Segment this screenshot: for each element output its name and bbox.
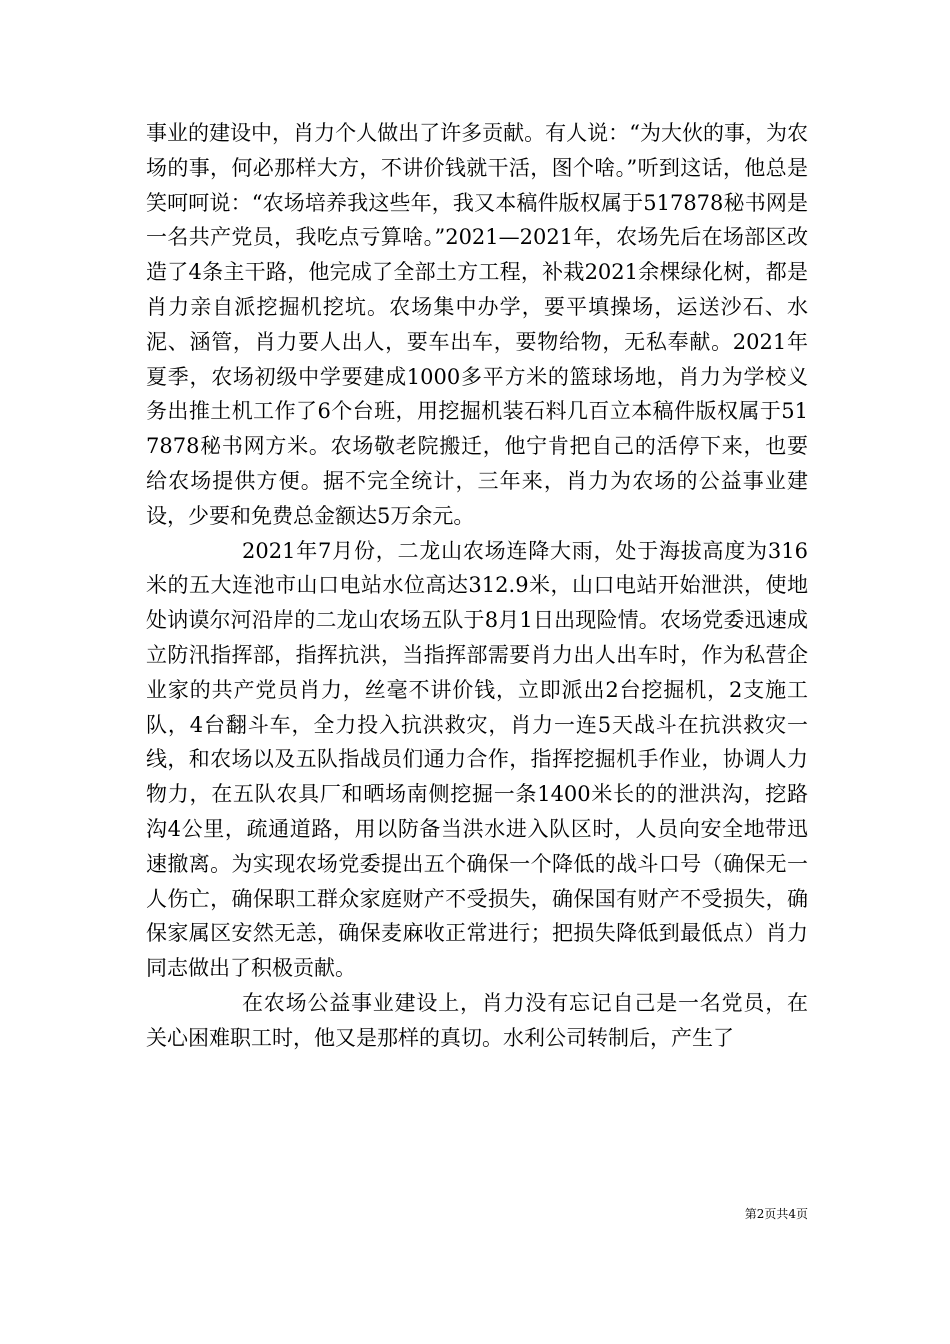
document-body bbox=[146, 116, 808, 1056]
paragraph-caring-workers: 在农场公益事业建设上，肖力没有忘记自己是一名党员，在关心困难职工时，他又是那样的真切。水利公司转制后，产生了 bbox=[146, 990, 808, 1050]
page-number-footer: 第2页共4页 bbox=[744, 1207, 808, 1221]
paragraph-contributions: 事业的建设中，肖力个人做出了许多贡献。有人说：“为大伙的事，为农场的事，何必那样大方，不讲价钱就干活，图个啥。”听到这话，他总是笑呵呵说：“农场培养我这些年，我又本稿件版权属于517878秘书网是一名共产党员，我吃点亏算啥。”2021—2021年，农场先后在场部区改造了4条主干路，他完成了全部土方工程，补栽2021余棵绿化树，都是肖力亲自派挖掘机挖坑。农场集中办学，要平填操场，运送沙石、水泥、涵管，肖力要人出人，要车出车，要物给物，无私奉献。2021年夏季，农场初级中学要建成1000多平方米的篮球场地，肖力为学校义务出推土机工作了6个台班，用挖掘机装石料几百立本稿件版权属于517878秘书网方米。农场敬老院搬迁，他宁肯把自己的活停下来，也要给农场提供方便。据不完全统计，三年来，肖力为农场的公益事业建设，少要和免费总金额达5万余元。 bbox=[146, 121, 808, 528]
paragraph-flood-relief: 2021年7月份，二龙山农场连降大雨，处于海拔高度为316米的五大连池市山口电站水位高达312.9米，山口电站开始泄洪，使地处讷谟尔河沿岸的二龙山农场五队于8月1日出现险情。农场党委迅速成立防汛指挥部，指挥抗洪，当指挥部需要肖力出人出车时，作为私营企业家的共产党员肖力，丝毫不讲价钱，立即派出2台挖掘机，2支施工队，4台翻斗车，全力投入抗洪救灾，肖力一连5天战斗在抗洪救灾一线，和农场以及五队指战员们通力合作，指挥挖掘机手作业，协调人力物力，在五队农具厂和晒场南侧挖掘一条1400米长的的泄洪沟，挖路沟4公里，疏通道路，用以防备当洪水进入队区时，人员向安全地带迅速撤离。为实现农场党委提出五个确保一个降低的战斗口号（确保无一人伤亡，确保职工群众家庭财产不受损失，确保国有财产不受损失，确保家属区安然无恙，确保麦麻收正常进行；把损失降低到最低点）肖力同志做出了积极贡献。 bbox=[146, 538, 808, 981]
